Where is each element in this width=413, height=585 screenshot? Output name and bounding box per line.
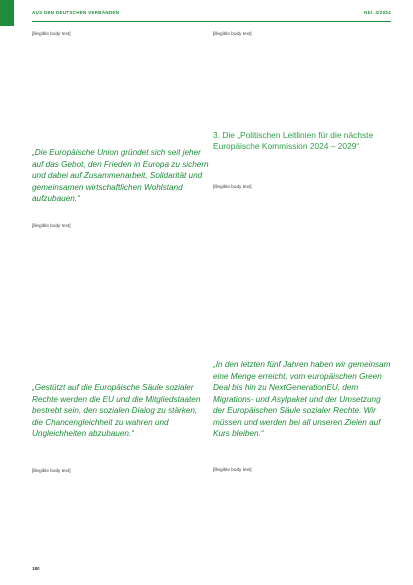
pull-quote-2: „Gestützt auf die Europäische Säule sozialer Rechte werden die EU und die Mitgliedstaaten bestrebt sein, den sozialen Dialog zu stärken, die Chancengleichheit zu wahren und Ungleichheiten abzubauen.“ (32, 383, 201, 438)
running-header-issue: Nbl. 4/2024 (364, 10, 391, 15)
left-top-paragraph: [illegible body text] (32, 31, 71, 36)
pull-quote-3: „In den letzten fünf Jahren haben wir gemeinsam eine Menge erreicht, vom europäischen Green Deal bis hin zu NextGenerationEU, dem Migrations- und Asylpaket und der Umsetzung der Europäischen Säule sozialer Rechte. Wir müssen und werden bei all unseren Zielen auf Kurs bleiben.“ (213, 360, 391, 438)
left-middle-block (32, 222, 210, 229)
left-bottom-paragraph: [illegible body text] (32, 468, 71, 473)
right-middle-block (213, 183, 391, 190)
right-bottom-block (213, 466, 391, 473)
left-column (32, 30, 210, 37)
corner-color-block (0, 0, 14, 26)
right-top-paragraph: [illegible body text] (213, 31, 252, 36)
header-rule (32, 21, 391, 22)
right-bottom-paragraph: [illegible body text] (213, 467, 252, 472)
pull-quote-1: „Die Europäische Union gründet sich seit jeher auf das Gebot, den Frieden in Europa zu sichern und dabei auf Zusammenarbeit, Solidarität und gemeinsamen wirtschaftlichen Wohlstand aufzubauen.“ (32, 148, 209, 203)
left-middle-paragraph: [illegible body text] (32, 223, 71, 228)
section-heading: 3. Die „Politischen Leitlinien für die nächste Europäische Kommission 2024 – 2029“ (213, 130, 374, 151)
left-bottom-block (32, 467, 210, 474)
right-middle-paragraph: [illegible body text] (213, 184, 252, 189)
right-top-block (213, 30, 391, 37)
page-number: 180 (32, 566, 40, 571)
running-header-section: AUS DEN DEUTSCHEN VERBÄNDEN (32, 10, 120, 15)
